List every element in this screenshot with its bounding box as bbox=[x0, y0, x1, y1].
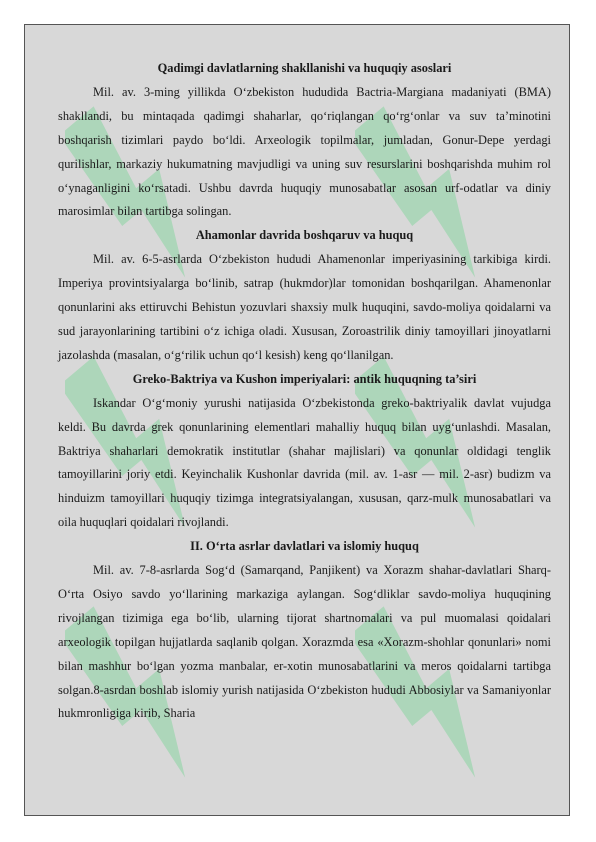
section-heading: Greko-Baktriya va Kushon imperiyalari: antik huquqning ta’siri bbox=[132, 371, 477, 386]
section-heading: Qadimgi davlatlarning shakllanishi va huquqiy asoslari bbox=[157, 61, 452, 75]
section-heading: II. O‘rta asrlar davlatlari va islomiy huquq bbox=[190, 539, 419, 554]
section-paragraph: Mil. av. 3-ming yillikda O‘zbekiston hududida Bactria-Margiana madaniyati (BMA) shakllandi, bu mintaqada qadimgi shaharlar, qo‘riqlangan qo‘rg‘onlar va suv ta’minotini boshqarish tizimlari paydo bo‘ldi. Arxeologik topilmalar, jumladan, Gonur-Depe yerdagi qurilishlar, markaziy hukumatning mavjudligi va uning suv resurslarini boshqarishda muhim rol o‘ynaganligini ko‘rsatadi. Ushbu davrda huquqiy munosabatlar asosan urf-odatlar va diniy marosimlar bilan tartibga solingan. bbox=[58, 84, 551, 219]
section-paragraph: Mil. av. 6-5-asrlarda O‘zbekiston hududi Ahamenonlar imperiyasining tarkibiga kirdi. Imperiya provintsiyalarga bo‘linib, satrap (hukmdor)lar tomonidan boshqarilgan. Ahamenonlar qonunlarini aks ettiruvchi Behistun yozuvlari shaxsiy mulk huquqini, savdo-moliya qoidalarni va sud jarayonlarining tartibini o‘z ichiga oladi. Xususan, Zoroastrilik diniy tamoyillari jinoyatlarni jazolashda (masalan, o‘g‘rilik uchun qo‘l kesish) keng qo‘llanilgan. bbox=[58, 252, 551, 362]
section-heading: Ahamonlar davrida boshqaruv va huquq bbox=[195, 228, 414, 243]
section-paragraph: Mil. av. 7-8-asrlarda Sog‘d (Samarqand, Panjikent) va Xorazm shahar-davlatlari Sharq-O‘rta Osiyo savdo yo‘llarining markaziga aylangan. Sog‘dliklar savdo-moliya huquqining rivojlangan tizimiga ega bo‘lib, ularning tijorat shartnomalari va pul muomalasi qoidalari arxeologik topilgan hujjatlarda saqlanib qolgan. Xorazmda esa «Xorazm-shohlar qonunlari» nomi bilan mashhur bo‘lgan yozma manbalar, er-xotin munosabatlarini va meros qoidalarni tartibga solgan.8-asrdan boshlab islomiy yurish natijasida O‘zbekiston hududi Abbosiylar va Samaniyonlar hukmronligiga kirib, Sharia bbox=[58, 563, 551, 721]
section-paragraph: Iskandar O‘g‘moniy yurushi natijasida O‘zbekistonda greko-baktriyalik davlat vujudga keldi. Bu davrda grek qonunlarining elementlari mahalliy huquq bilan uyg‘unlashdi. Masalan, Baktriya shaharlari demokratik institutlar (shahar majlislari) va qonunlar oldidagi tenglik tamoyillarini joriy etdi. Keyinchalik Kushonlar davrida (mil. av. 1-asr — mil. 2-asr) budizm va hinduizm tamoyillari huquqiy tizimga integratsiyalangan, xususan, qarz-mulk munosabatlari va oila huquqlari qoidalari rivojlandi. bbox=[58, 395, 551, 530]
document-body bbox=[58, 57, 551, 726]
document-page bbox=[24, 24, 570, 816]
